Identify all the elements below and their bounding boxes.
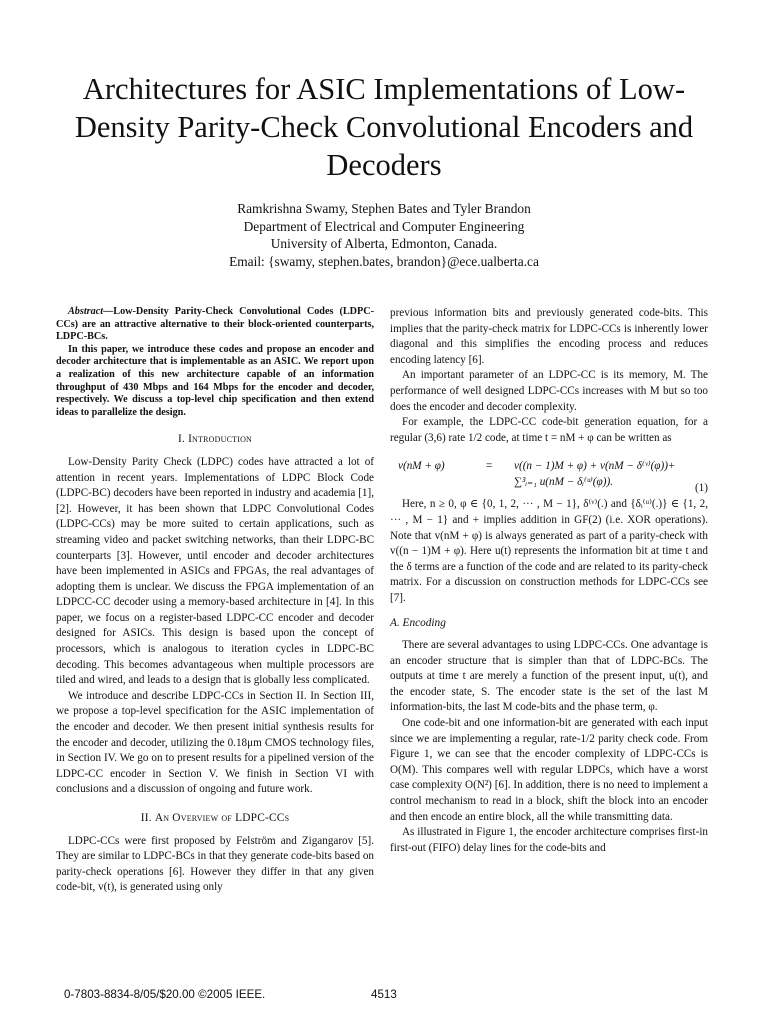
abstract-paragraph: In this paper, we introduce these codes and propose an encoder and decoder architecture that is implementable as an ASIC. We report upon a realization of this new architecture capable of an information throughput of 430 Mbps and 164 Mbps for the encoder and decoder, respectively. We discuss a top-level chip specification and then extend ideas to parallelize the design. <box>56 343 374 418</box>
equation-lhs: v(nM + φ) <box>398 460 445 473</box>
body-paragraph: previous information bits and previously generated code-bits. This implies that the parity-check matrix for LDPC-CCs is inherently lower diagonal and this simplifies the encoding process and reduces encoding latency [6]. <box>390 307 708 366</box>
body-paragraph: Here, n ≥ 0, φ ∈ {0, 1, 2, ··· , M − 1}, δ⁽ᵛ⁾(.) and {δᵢ⁽ᵘ⁾(.)} ∈ {1, 2, ··· , M − 1} and + implies addition in GF(2) (i.e. XOR operations). Note that v(nM + φ) is always generated as part of a parity-check with v((n − 1)M + φ). Here u(t) represents the information bit at time t and the δ terms are a function of the code and are related to its parity-check matrix. For a discussion on construction methods for LDPC-CCs see [7]. <box>390 498 708 604</box>
body-paragraph: As illustrated in Figure 1, the encoder architecture comprises first-in first-out (FIFO) delay lines for the code-bits and <box>390 826 708 854</box>
email: Email: {swamy, stephen.bates, brandon}@ece.ualberta.ca <box>229 253 539 269</box>
copyright-notice: 0-7803-8834-8/05/$20.00 ©2005 IEEE. <box>64 988 266 1001</box>
right-column <box>390 306 708 856</box>
author-names: Ramkrishna Swamy, Stephen Bates and Tyler Brandon <box>237 201 531 216</box>
equation-sign: = <box>486 460 493 473</box>
equation-number: (1) <box>694 482 708 495</box>
left-column <box>56 306 374 896</box>
abstract <box>56 306 374 419</box>
equation-rhs-line1: v((n − 1)M + φ) + v(nM − δ⁽ᵛ⁾(φ))+ <box>514 460 676 473</box>
equation-rhs-line2: ∑³ᵢ₌₁ u(nM − δᵢ⁽ᵘ⁾(φ)). <box>514 476 613 489</box>
body-paragraph: We introduce and describe LDPC-CCs in Section II. In Section III, we propose a top-level specification for the ASIC implementation of the encoder and decoder. We then present initial synthesis results for the encoder and decoder, utilizing the 0.18μm CMOS technology files, in Section IV. We go on to present results for a pipelined version of the LDPC-CC encoder in Section V. We finish in Section VI with conclusions and a discussion of ongoing and future work. <box>56 689 374 796</box>
paper-title: Architectures for ASIC Implementations of Low-Density Parity-Check Convolutional Encoders and Decoders <box>74 72 694 182</box>
body-paragraph: LDPC-CCs were first proposed by Felström and Zigangarov [5]. They are similar to LDPC-BCs in that they generate code-bits based on parity-check operations [6]. However they differ in that any given code-bit, v(t), is generated using only <box>56 834 374 894</box>
department: Department of Electrical and Computer Engineering <box>243 218 525 234</box>
body-paragraph: There are several advantages to using LDPC-CCs. One advantage is an encoder structure that is simpler than that of LDPC-BCs. The outputs at time t are merely a function of the present input, u(t), and the encoder state, S. The encoder state is the set of the last M information-bits, the last M code-bits and the phase term, φ. <box>390 639 708 714</box>
university: University of Alberta, Edmonton, Canada. <box>270 236 498 251</box>
section-heading-overview: II. An Overview of LDPC-CCs <box>140 812 290 824</box>
abstract-paragraph: Abstract—Low-Density Parity-Check Convolutional Codes (LDPC-CCs) are an attractive alternative to their block-oriented counterparts, LDPC-BCs. <box>56 306 374 343</box>
body-paragraph: An important parameter of an LDPC-CC is its memory, M. The performance of well designed LDPC-CCs increases with M but so too does the encoder and decoder complexity. <box>390 369 708 413</box>
equation-1 <box>390 455 708 495</box>
abstract-label: Abstract— <box>68 306 114 317</box>
author-block <box>100 200 668 270</box>
body-paragraph: Low-Density Parity Check (LDPC) codes have attracted a lot of attention in recent years. Implementations of LDPC Block Code (LDPC-BC) decoders have been reported in industry and academia [1], [2]. However, it has been shown that LDPC Convolutional Codes (LDPC-CCs) may be more suited to certain applications, such as streaming video and packet switching networks, than their LDPC-BC counterparts [3]. However, until encoder and decoder architectures have been implemented in ASICs and FPGAs, the real advantages of adopting them is unclear. We discuss the FPGA implementation of an LDPCC-CC decoder using a memory-based architecture in [4]. In this paper, we focus on a register-based LDPC-CC encoder and decoder designed for ASICs. This design is based upon the concept of processors, which is analogous to iteration cycles in LDPC-BC decoding. This becomes advantageous when multiple processors are tiled and wired, and leads to a design that is globally less complicated. <box>56 455 374 687</box>
page-number: 4513 <box>371 988 397 1001</box>
body-paragraph: One code-bit and one information-bit are generated with each input since we are implementing a regular, rate-1/2 parity check code. From Figure 1, we can see that the encoder complexity of LDPC-CCs is O(M). This compares well with regular LDPCs, which have a worst case complexity O(N²) [6]. In addition, there is no need to implement a control mechanism to read in a block, shift the block into an encoder and then encode an entire block, all the while transmitting data. <box>390 717 708 823</box>
section-heading-introduction: I. Introduction <box>177 433 253 446</box>
body-paragraph: For example, the LDPC-CC code-bit generation equation, for a regular (3,6) rate 1/2 code, at time t = nM + φ can be written as <box>390 416 708 444</box>
subsection-heading-encoding: A. Encoding <box>390 616 446 629</box>
